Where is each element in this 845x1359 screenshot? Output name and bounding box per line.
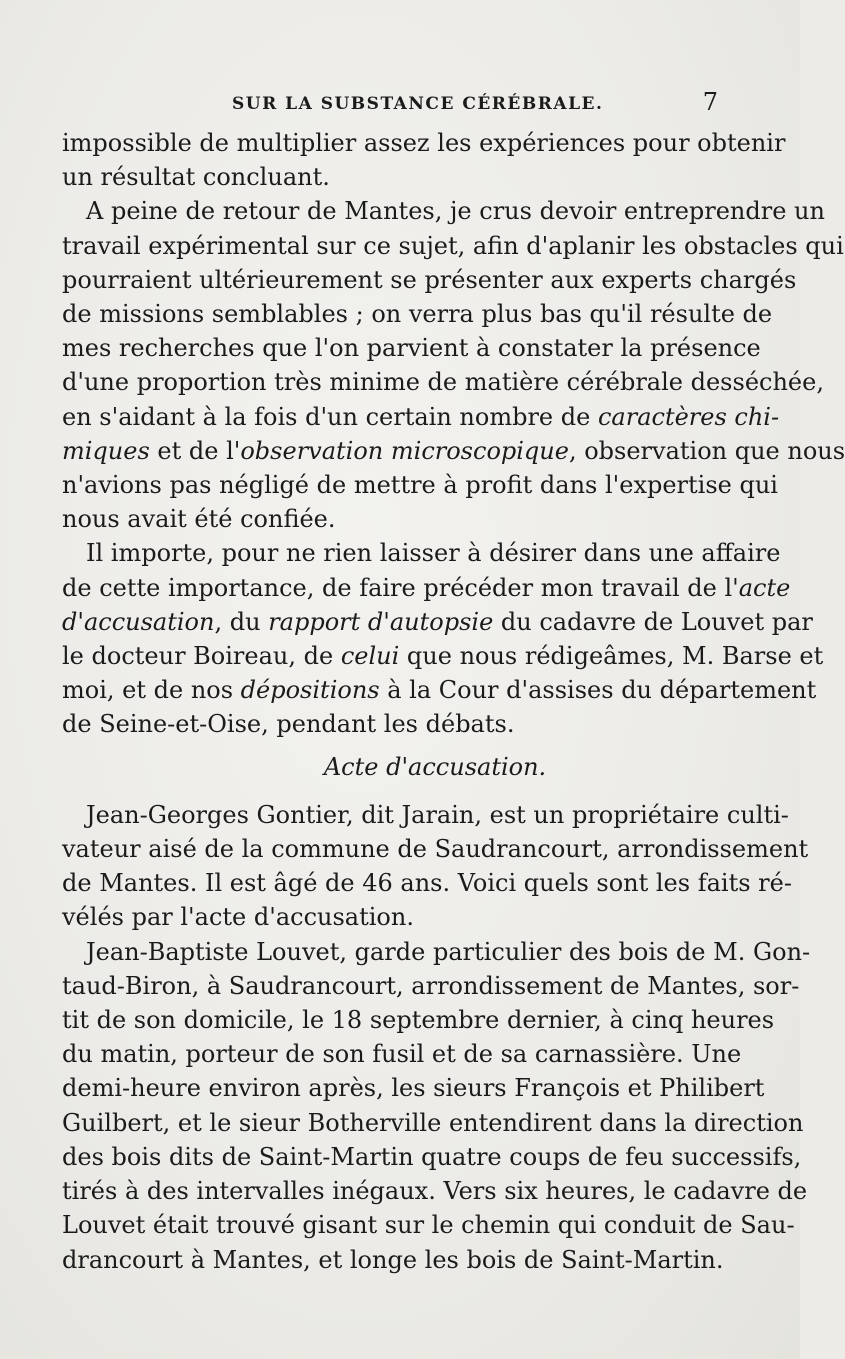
paragraph-2	[62, 194, 845, 536]
text-line: un résultat concluant.	[62, 163, 330, 192]
italic-run: observation microscopique	[240, 436, 569, 465]
text-line	[62, 571, 791, 605]
text-line: du matin, porteur de son fusil et de sa carnassière. Une	[62, 1040, 742, 1069]
text-run: de cette importance, de faire précéder mon travail de l'	[62, 573, 739, 602]
text-run: en s'aidant à la fois d'un certain nombre de	[62, 402, 598, 431]
text-line: de Mantes. Il est âgé de 46 ans. Voici quels sont les faits ré-	[62, 869, 792, 898]
text-line: A peine de retour de Mantes, je crus devoir entreprendre un	[86, 197, 825, 226]
text-run: à la Cour d'assises du département	[379, 676, 817, 705]
text-line: impossible de multiplier assez les expériences pour obtenir	[62, 129, 786, 157]
text-run: le docteur Boireau, de	[62, 642, 341, 671]
section-heading: Acte d'accusation.	[323, 752, 547, 781]
text-line	[62, 434, 845, 468]
text-run: , observation que nous	[568, 436, 845, 465]
text-line: mes recherches que l'on parvient à constater la présence	[62, 334, 761, 363]
text-run: que nous rédigeâmes, M. Barse et	[399, 642, 824, 671]
italic-run: dépositions	[240, 676, 380, 705]
text-line: nous avait été confiée.	[62, 505, 336, 534]
text-line: taud-Biron, à Saudrancourt, arrondissement de Mantes, sor-	[62, 971, 800, 1000]
text-line: n'avions pas négligé de mettre à profit dans l'expertise qui	[62, 471, 778, 500]
paragraph-4	[62, 798, 809, 935]
text-line: travail expérimental sur ce sujet, afin d'aplanir les obstacles qui	[62, 231, 844, 260]
text-line: Il importe, pour ne rien laisser à désirer dans une affaire	[86, 539, 781, 568]
text-line: de Seine-et-Oise, pendant les débats.	[62, 710, 515, 739]
text-line: de missions semblables ; on verra plus bas qu'il résulte de	[62, 300, 773, 329]
paragraph-3	[62, 536, 824, 741]
text-line	[62, 605, 813, 639]
paragraph-5	[62, 935, 811, 1277]
text-run: et de l'	[149, 436, 241, 465]
text-line: des bois dits de Saint-Martin quatre coups de feu successifs,	[62, 1142, 802, 1171]
text-line: Jean-Georges Gontier, dit Jarain, est un propriétaire culti-	[86, 800, 789, 829]
text-line: Louvet était trouvé gisant sur le chemin qui conduit de Sau-	[62, 1211, 795, 1240]
text-line: tit de son domicile, le 18 septembre dernier, à cinq heures	[62, 1006, 775, 1035]
running-head	[0, 88, 800, 122]
italic-run: caractères chi-	[597, 402, 780, 431]
italic-run: celui	[340, 642, 400, 671]
text-line: vateur aisé de la commune de Saudrancourt, arrondissement	[62, 835, 809, 864]
text-line: drancourt à Mantes, et longe les bois de Saint-Martin.	[62, 1245, 724, 1274]
paragraph-1	[62, 126, 786, 194]
text-line	[62, 673, 817, 707]
text-line: vélés par l'acte d'accusation.	[62, 903, 414, 932]
italic-run: rapport d'autopsie	[268, 607, 494, 636]
text-line: Jean-Baptiste Louvet, garde particulier des bois de M. Gon-	[86, 937, 811, 966]
italic-run: d'accusation	[62, 607, 215, 636]
text-run: moi, et de nos	[62, 676, 241, 705]
text-line: Guilbert, et le sieur Botherville entendirent dans la direction	[62, 1108, 804, 1137]
text-line	[62, 400, 780, 434]
body-text	[62, 126, 845, 1277]
text-line: tirés à des intervalles inégaux. Vers six heures, le cadavre de	[62, 1177, 808, 1206]
running-title: SUR LA SUBSTANCE CÉRÉBRALE.	[232, 94, 604, 114]
text-line	[62, 639, 824, 673]
italic-run: miques	[62, 436, 150, 465]
text-run: , du	[214, 607, 269, 636]
page-number: 7	[702, 88, 718, 116]
text-run: du cadavre de Louvet par	[493, 607, 813, 636]
text-line: d'une proportion très minime de matière cérébrale desséchée,	[62, 368, 824, 397]
text-line: demi-heure environ après, les sieurs François et Philibert	[62, 1074, 765, 1103]
text-line: pourraient ultérieurement se présenter aux experts chargés	[62, 265, 797, 294]
italic-run: acte	[738, 573, 791, 602]
